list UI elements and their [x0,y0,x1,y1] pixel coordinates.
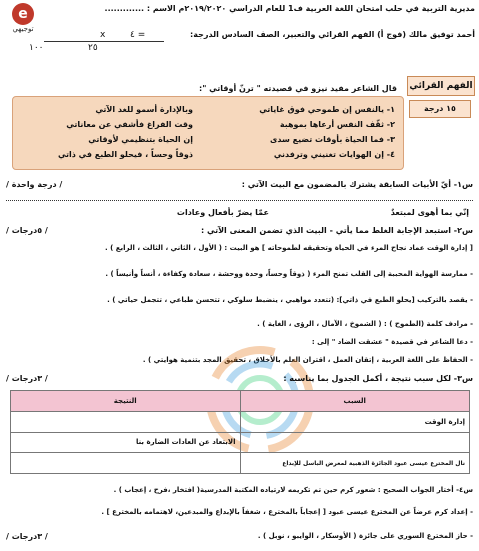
q4-text: س٤- أختار الجواب الصحيح : شعور كرم حين تم تكريمه لارتياده المكتبة المدرسية( افتخار ،فرح ، إعجاب ) . [113,486,473,494]
section-label: الفهم القرائي [407,76,475,96]
q4-marks: / ٣درجات / [6,532,48,541]
cell-cause-3: نال المخترع عيسى عبود الجائزة الذهبية لمعرض الباسل للإبداع [240,453,470,474]
header-line-2: أحمد توفيق مالك (فوج أ) الفهم القرائي والتعبير، الصف السادس الدرجة: [190,30,475,39]
q1-verse-left: عمّا يضرّ بأفعال وعادات [176,208,269,217]
q2-item-4: - مرادف كلمة (الطموح ) : ( الشموخ ، الآمال ، الرؤى ، الغاية ) . [257,320,473,328]
score-d: ١٠٠ [29,43,44,53]
q2-marks: / ٥درجات / [6,226,48,235]
score-c: ٢٥ [88,43,98,53]
table-header-row [11,391,470,412]
score-b: x [100,30,106,40]
section-ribbon [407,76,475,122]
logo-icon: e [12,3,34,25]
logo-text: توجيهي [12,25,34,33]
score-a: ٤ = [130,30,146,40]
q3-text: س٣- لكل سبب نتيجة ، أكمل الجدول بما يناسبه : [283,374,473,383]
cell-cause-1: إدارة الوقت [240,411,470,432]
poem-right-2: ٢- ثقّف النفس أرعاها بموهبة [279,120,395,129]
table-row [11,411,470,432]
poem-left-2: وقت الفراغ فأشفي عن معاناتي [66,120,193,129]
q2-item-3: - يقصد بالتركيب [يحلو الطبع في ذاتي]: (تتعدد مواهبي ، ينضبط سلوكي ، تتحسن طباعي ، تتجمل حياتي ) . [107,296,473,304]
q2-item-6: - الحفاظ على اللغة العربية ، إتقان العمل ، اقتران العلم بالأخلاق ، تحقيق المجد بتنمية هوايتي ) . [142,356,473,364]
table-row [11,432,470,453]
q1-verse-right: إنّي بما أهوى لمبتعدٌ [390,208,469,217]
header-result: النتيجة [11,391,241,412]
q2-item-2: - ممارسة الهواية المحببة إلى القلب تمنح المرء ( ذوقاً وحساً، وحدة ووحشة ، سعادة وكفاءة ، أنساً وأنيساً ) . [105,270,473,278]
q3-marks: / ٣درجات / [6,374,48,383]
score-box [4,28,179,52]
poem-right-4: ٤- إن الهوايات تغنيني وترفدني [273,150,395,159]
q2-item-1: [ إدارة الوقت عماد نجاح المرء في الحياة وتحقيقه لطموحاته ] هو البيت : ( الأول ، الثاني ، الثالث ، الرابع ) . [105,244,473,252]
q4-item-1: - إعداد كرم عرضاً عن المخترع عيسى عبود [ إعجاباً بالمخترع ، شغفاً بالإبداع والمبدعين، لاهتمامه بالمخترع ] . [101,508,473,516]
poem-right-3: ٣- فما الحياة بأوقات تضيع سدى [270,135,395,144]
cell-result-3[interactable] [11,453,241,474]
poem-left-3: إن الحياة بتنظيمي لأوقاتي [88,135,193,144]
q1-marks: / درجة واحدة / [6,180,63,189]
q2-text: س٢- استبعد الإجابة الغلط مما يأتي - البيت الذي تضمن المعنى الآتي : [201,226,473,235]
table-row [11,453,470,474]
poem-box [12,96,404,170]
cell-cause-2[interactable] [240,432,470,453]
q2-item-5: - دعا الشاعر في قصيدة " عشقت الضاد " إلى : [311,338,473,346]
q1-text: س١- أيّ الأبيات السابقة يشترك بالمضمون مع البيت الآتي : [241,180,473,189]
header-line-1: مديرية التربية في حلب امتحان اللغة العربية ف1 للعام الدراسي ٢٠١٩/٢٠٢٠م الاسم : ............. [104,4,475,13]
header-cause: السبب [240,391,470,412]
poem-left-4: ذوقاً وحساً ، فيحلو الطبع في ذاتي [57,150,193,159]
poem-left-1: وبالإدارة أسمو للغد الآتي [95,105,193,114]
intro-text: قال الشاعر مفيد نيزو في قصيدته " ترنّ أوقاتي ": [199,84,397,93]
q1-answer-line[interactable] [6,200,473,201]
q4-item-2: - حاز المخترع السوري على جائزة ( الأوسكار ، الوايبو ، نوبل ) . [257,532,473,540]
poem-right-1: ١- يالنفس إن طموحي فوق غاياتي [259,105,395,114]
cell-result-1[interactable] [11,411,241,432]
cause-result-table [10,390,470,474]
cell-result-2: الابتعاد عن العادات الضارة بنا [11,432,241,453]
section-marks: ١٥ درجة [409,100,471,118]
